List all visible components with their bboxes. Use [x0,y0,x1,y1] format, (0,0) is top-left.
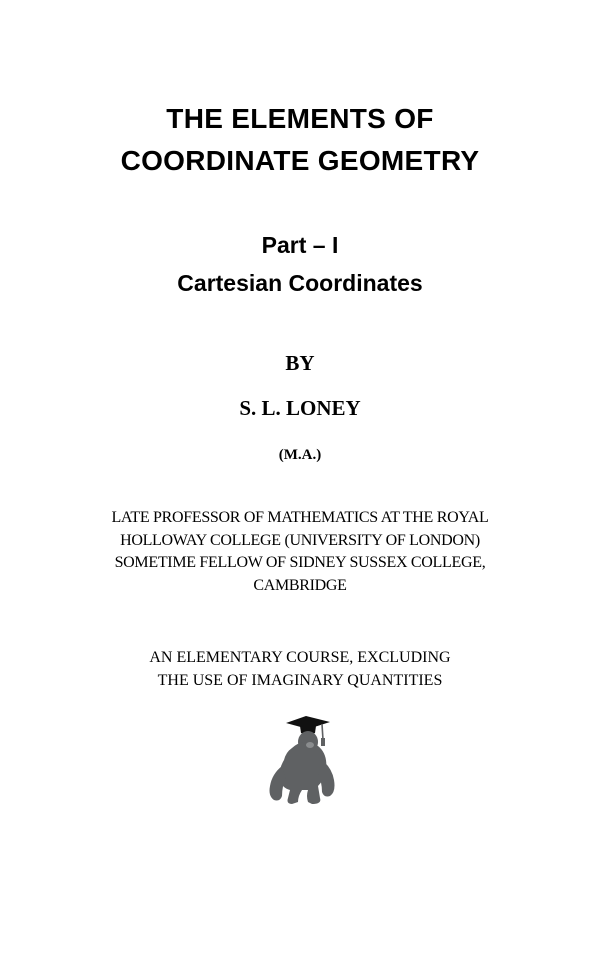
byline: BY [285,351,315,375]
author-name: S. L. LONEY [239,396,361,420]
affiliation-line-2: HOLLOWAY COLLEGE (UNIVERSITY OF LONDON) [120,531,480,549]
description-line-2: THE USE OF IMAGINARY QUANTITIES [157,671,443,689]
affiliation-line-4: CAMBRIDGE [253,576,347,594]
author-affiliation [0,507,600,597]
affiliation-line-3: SOMETIME FELLOW OF SIDNEY SUSSEX COLLEGE, [114,554,486,571]
course-description [0,647,600,692]
book-title-line-2: COORDINATE GEOMETRY [120,145,480,176]
description-line-1: AN ELEMENTARY COURSE, EXCLUDING [149,649,451,666]
part-number: Part – I [261,232,339,258]
part-subtitle: Cartesian Coordinates [177,270,423,296]
affiliation-line-1: LATE PROFESSOR OF MATHEMATICS AT THE ROYAL [111,509,489,526]
book-title-line-1: THE ELEMENTS OF [166,103,434,134]
gorilla-graduate-icon [262,714,338,806]
author-degree: (M.A.) [278,447,322,463]
book-title [0,98,600,182]
part-heading [0,226,600,302]
